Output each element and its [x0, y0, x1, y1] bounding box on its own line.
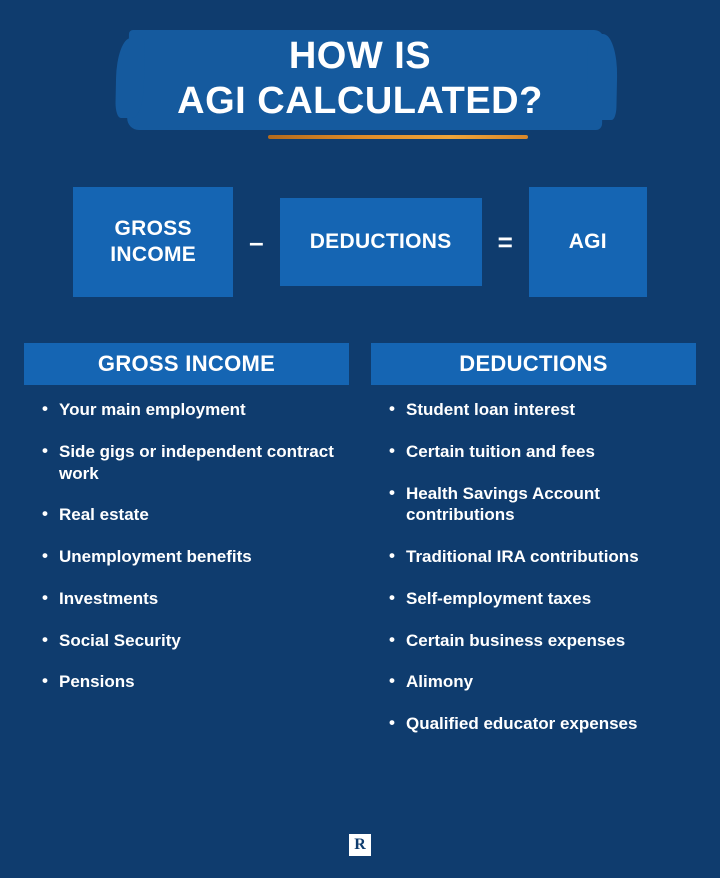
title-underline-accent: [268, 135, 528, 139]
list-item: • Real estate: [42, 504, 349, 526]
deductions-column: [371, 343, 696, 755]
formula-minus-operator: –: [249, 226, 264, 257]
deductions-list: [371, 399, 696, 735]
detail-columns: [0, 343, 720, 755]
footer: [0, 834, 720, 856]
ramsey-logo-icon: R: [349, 834, 371, 856]
gross-income-column: [24, 343, 349, 755]
list-item: • Student loan interest: [389, 399, 696, 421]
list-item: • Qualified educator expenses: [389, 713, 696, 735]
list-item: • Self-employment taxes: [389, 588, 696, 610]
formula-gross-income-box: GROSS INCOME: [73, 187, 233, 297]
list-item: • Side gigs or independent contract work: [42, 441, 349, 485]
page-title: [0, 34, 720, 124]
formula-deductions-box: DEDUCTIONS: [280, 198, 482, 286]
list-item: • Traditional IRA contributions: [389, 546, 696, 568]
list-item: • Pensions: [42, 671, 349, 693]
list-item: • Certain tuition and fees: [389, 441, 696, 463]
formula-agi-box: AGI: [529, 187, 647, 297]
title-block: [0, 0, 720, 165]
formula-equals-operator: =: [497, 226, 513, 257]
agi-formula: [40, 187, 680, 297]
gross-income-list: [24, 399, 349, 693]
list-item: • Your main employment: [42, 399, 349, 421]
list-item: • Unemployment benefits: [42, 546, 349, 568]
page-title-line-1: HOW IS: [288, 35, 432, 77]
gross-income-column-heading: GROSS INCOME: [24, 343, 349, 385]
page-title-line-2: AGI CALCULATED?: [177, 79, 543, 122]
list-item: • Social Security: [42, 630, 349, 652]
deductions-column-heading: DEDUCTIONS: [371, 343, 696, 385]
list-item: • Health Savings Account contributions: [389, 483, 696, 527]
list-item: • Investments: [42, 588, 349, 610]
list-item: • Alimony: [389, 671, 696, 693]
list-item: • Certain business expenses: [389, 630, 696, 652]
